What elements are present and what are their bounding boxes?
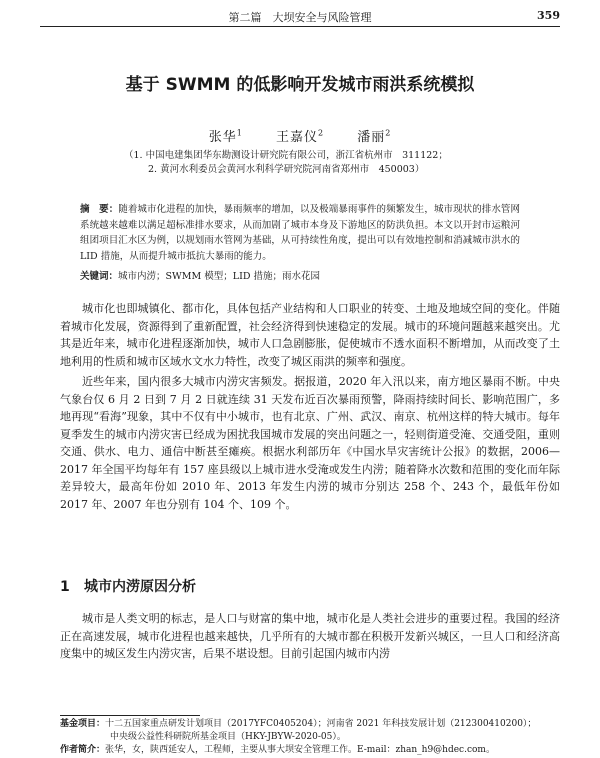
author-affil-mark: 1: [236, 128, 243, 138]
section-title: 城市内涝原因分析: [84, 579, 196, 595]
author-name: 潘丽: [357, 130, 386, 145]
body-text: [60, 300, 560, 513]
fund-line-continued: 中央级公益性科研院所基金项目（HKY-JBYW-2020-05）。: [110, 732, 346, 742]
abstract-label: 摘 要：: [80, 204, 119, 215]
running-title: 第二篇 大坝安全与风险管理: [228, 11, 372, 24]
author-bio-text: 张华，女，陕西延安人，工程师，主要从事大坝安全管理工作。E-mail：zhan_h9@hdec.com。: [105, 745, 495, 755]
page-header: [40, 8, 560, 27]
section-heading: [60, 576, 196, 596]
paragraph: 城市是人类文明的标志，是人口与财富的集中地，城市化是人类社会进步的重要过程。我国的经济正在高速发展，城市化进程也越来越快，几乎所有的大城市都在积极开发新兴城区，一旦人口和经济高度集中的城区发生内涝灾害，后果不堪设想。目前引起国内城市内涝: [60, 612, 560, 660]
keywords-label: 关键词：: [80, 271, 119, 282]
fund-label: 基金项目：: [60, 719, 106, 729]
fund-text: 十二五国家重点研发计划项目（2017YFC0405204）；河南省 2021 年科技发展计划（212300410200）；: [105, 719, 537, 729]
author-affil-mark: 2: [317, 128, 325, 138]
author-bio-label: 作者简介：: [60, 745, 106, 755]
affiliation-line: 2. 黄河水利委员会黄河水利科学研究院河南省郑州市 450003）: [148, 164, 425, 175]
page-number: 359: [537, 9, 560, 22]
paragraph: 近些年来，国内很多大城市内涝灾害频发。据报道，2020 年入汛以来，南方地区暴雨不断。中央气象台仅 6 月 2 日到 7 月 2 日就连续 31 天发布近百次暴雨预警，降雨持续时间长、影响范围广，多地再现“看海”现象，其中不仅有中小城市，也有北京、广州、武汉、南京、杭州这样的特大城市。每年夏季发生的城市内涝灾害已经成为困扰我国城市发展的突出问题之一，轻则街道受淹、交通受阻，重则交通、供水、电力、通信中断甚至瘫痪。根据水利部历年《中国水旱灾害统计公报》的数据，2006—2017 年全国平均每年有 157 座县级以上城市进水受淹或发生内涝；随着降水次数和范围的变化而年际差异较大，最高年份如 2010 年、2013 年发生内涝的城市分别达 258 个、243 个，最低年份如 2017 年、2007 年也分别有 104 个、109 个。: [60, 375, 560, 511]
section-body: [60, 610, 560, 663]
author-list: [40, 126, 560, 145]
paper-title: 基于 SWMM 的低影响开发城市雨洪系统模拟: [125, 75, 475, 95]
footnote-divider: [60, 715, 200, 716]
abstract: [80, 202, 520, 264]
author-name: 张华: [208, 130, 237, 145]
author-affil-mark: 2: [385, 128, 392, 138]
keywords: [80, 270, 520, 284]
paragraph: 城市化也即城镇化、都市化，具体包括产业结构和人口职业的转变、土地及地域空间的变化。伴随着城市化发展，资源得到了重新配置，社会经济得到快速稳定的发展。城市的环境问题越来越突出。尤其是近年来，城市化进程逐渐加快，城市人口急剧膨胀，促使城市不透水面积不断增加，从而改变了土地利用的性质和城市区域水文水力特性，改变了城区雨洪的频率和强度。: [60, 302, 560, 368]
keywords-text: 城市内涝；SWMM 模型；LID 措施；雨水花园: [118, 271, 320, 282]
fund-line: [60, 718, 560, 731]
abstract-text: 随着城市化进程的加快，暴雨频率的增加，以及极端暴雨事件的频繁发生，城市现状的排水管网系统越来越难以满足超标准排水要求，从而加剧了城市本身及下游地区的防洪负担。本文以开封市运粮河组团项目汇水区为例，以规划雨水管网为基础，从可持续性角度，提出可以有效地控制和消减城市洪水的 LID 措施，从而提升城市抵抗大暴雨的能力。: [80, 204, 520, 262]
author-bio: [60, 744, 560, 757]
affiliation-line: （1. 中国电建集团华东勘测设计研究院有限公司，浙江省杭州市 311122；: [124, 150, 448, 161]
author-name: 王嘉仪: [275, 130, 318, 145]
footnotes: [60, 718, 560, 757]
section-number: 1: [60, 579, 70, 595]
